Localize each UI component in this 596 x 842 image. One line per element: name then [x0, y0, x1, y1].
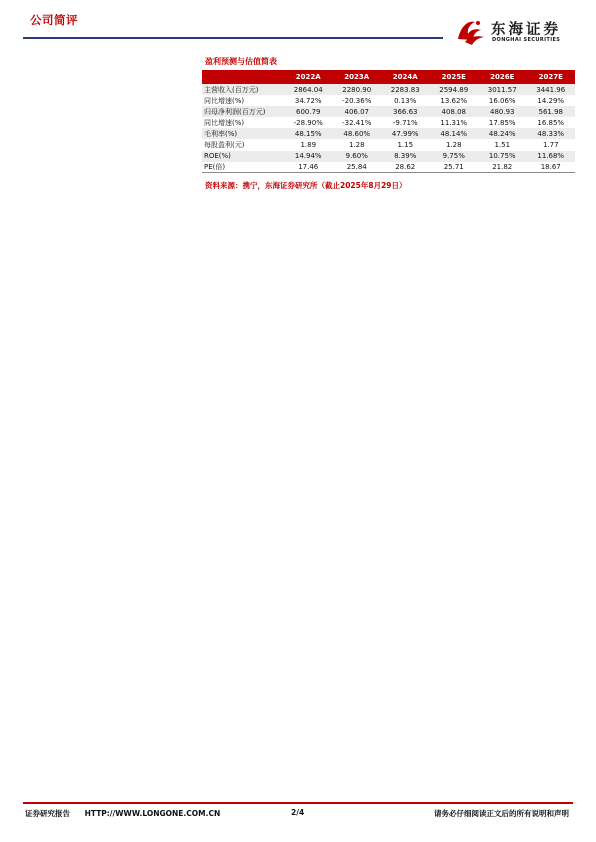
table-cell: 406.07	[333, 106, 382, 117]
logo-name-en: DONGHAI SECURITIES	[492, 37, 561, 43]
table-cell: 11.68%	[527, 151, 576, 162]
table-cell: 25.71	[430, 162, 479, 173]
table-cell: 11.31%	[440, 118, 468, 127]
table-cell: 1.89	[300, 141, 317, 150]
row-label: PE(倍)	[202, 162, 284, 173]
table-cell: 0.13%	[394, 96, 417, 105]
table-cell: 408.08	[430, 106, 479, 117]
logo-name-cn: 东海证券	[491, 22, 561, 38]
table-cell: -9.71%	[392, 118, 418, 127]
table-cell: 25.84	[333, 162, 382, 173]
table-cell: 1.51	[494, 141, 511, 150]
table-cell: 48.60%	[333, 128, 382, 139]
website-link[interactable]: HTTP://WWW.LONGONE.COM.CN	[84, 809, 221, 818]
column-header	[202, 70, 284, 84]
table-row	[202, 151, 575, 162]
table-cell: 8.39%	[381, 151, 430, 162]
table-cell: 2280.90	[333, 84, 382, 95]
table-cell: 600.79	[284, 106, 333, 117]
table-cell: -32.41%	[342, 118, 372, 127]
page-number: 2/4	[291, 808, 305, 817]
row-label: 每股盈利(元)	[204, 141, 245, 150]
table-cell: 2864.04	[284, 84, 333, 95]
footer-divider	[23, 802, 573, 804]
table-header-row	[202, 70, 575, 84]
table-cell: 366.63	[381, 106, 430, 117]
earnings-forecast-table	[202, 70, 575, 173]
table-cell: 47.99%	[381, 128, 430, 139]
row-label: 归母净利润(百万元)	[202, 106, 284, 117]
table-cell: 48.33%	[527, 128, 576, 139]
table-cell: 9.60%	[333, 151, 382, 162]
table-cell: 1.77	[542, 141, 559, 150]
company-logo	[455, 15, 580, 51]
disclaimer-note: 请务必仔细阅读正文后的所有说明和声明	[434, 809, 569, 818]
table-cell: 480.93	[478, 106, 527, 117]
table-row	[202, 139, 575, 150]
table-cell: 14.29%	[537, 96, 565, 105]
table-cell: 2594.89	[430, 84, 479, 95]
table-cell: 16.85%	[537, 118, 565, 127]
section-title: 公司简评	[30, 13, 78, 27]
table-cell: 17.85%	[488, 118, 516, 127]
table-row	[202, 117, 575, 128]
row-label: 同比增速(%)	[204, 118, 245, 127]
header-divider	[23, 37, 443, 39]
table-cell: 3011.57	[478, 84, 527, 95]
table-cell: 18.67	[527, 162, 576, 173]
table-cell: 3441.96	[527, 84, 576, 95]
table-cell: 34.72%	[294, 96, 322, 105]
row-label: ROE(%)	[202, 151, 284, 162]
column-header: 2022A	[284, 70, 333, 84]
column-header: 2027E	[527, 70, 576, 84]
table-cell: 48.15%	[284, 128, 333, 139]
data-source-note: 资料来源：携宁，东海证券研究所（截止2025年8月29日）	[205, 181, 407, 190]
column-header: 2026E	[478, 70, 527, 84]
table-row	[202, 95, 575, 106]
table-row	[202, 128, 575, 139]
wave-logo-icon	[455, 15, 487, 47]
table-cell: -20.36%	[342, 96, 372, 105]
row-label: 毛利率(%)	[202, 128, 284, 139]
table-row	[202, 106, 575, 117]
column-header: 2025E	[430, 70, 479, 84]
column-header: 2023A	[333, 70, 382, 84]
report-type-label: 证券研究报告	[25, 809, 70, 818]
footer-left	[25, 808, 220, 819]
table-cell: 21.82	[478, 162, 527, 173]
table-row	[202, 84, 575, 95]
table-cell: 1.28	[348, 141, 365, 150]
table-row	[202, 162, 575, 173]
table-cell: 16.06%	[488, 96, 516, 105]
table-cell: 28.62	[381, 162, 430, 173]
row-label: 同比增速(%)	[204, 96, 245, 105]
table-title: 盈利预测与估值简表	[205, 57, 277, 66]
table-cell: 2283.83	[381, 84, 430, 95]
table-cell: 9.75%	[430, 151, 479, 162]
table-cell: 14.94%	[284, 151, 333, 162]
table-cell: 13.62%	[440, 96, 468, 105]
table-cell: 1.15	[397, 141, 414, 150]
table-cell: 561.98	[527, 106, 576, 117]
column-header: 2024A	[381, 70, 430, 84]
table-cell: 48.24%	[478, 128, 527, 139]
table-cell: -28.90%	[293, 118, 323, 127]
table-cell: 1.28	[445, 141, 462, 150]
table-cell: 48.14%	[430, 128, 479, 139]
row-label: 主营收入(百万元)	[202, 84, 284, 95]
table-cell: 17.46	[284, 162, 333, 173]
table-cell: 10.75%	[478, 151, 527, 162]
